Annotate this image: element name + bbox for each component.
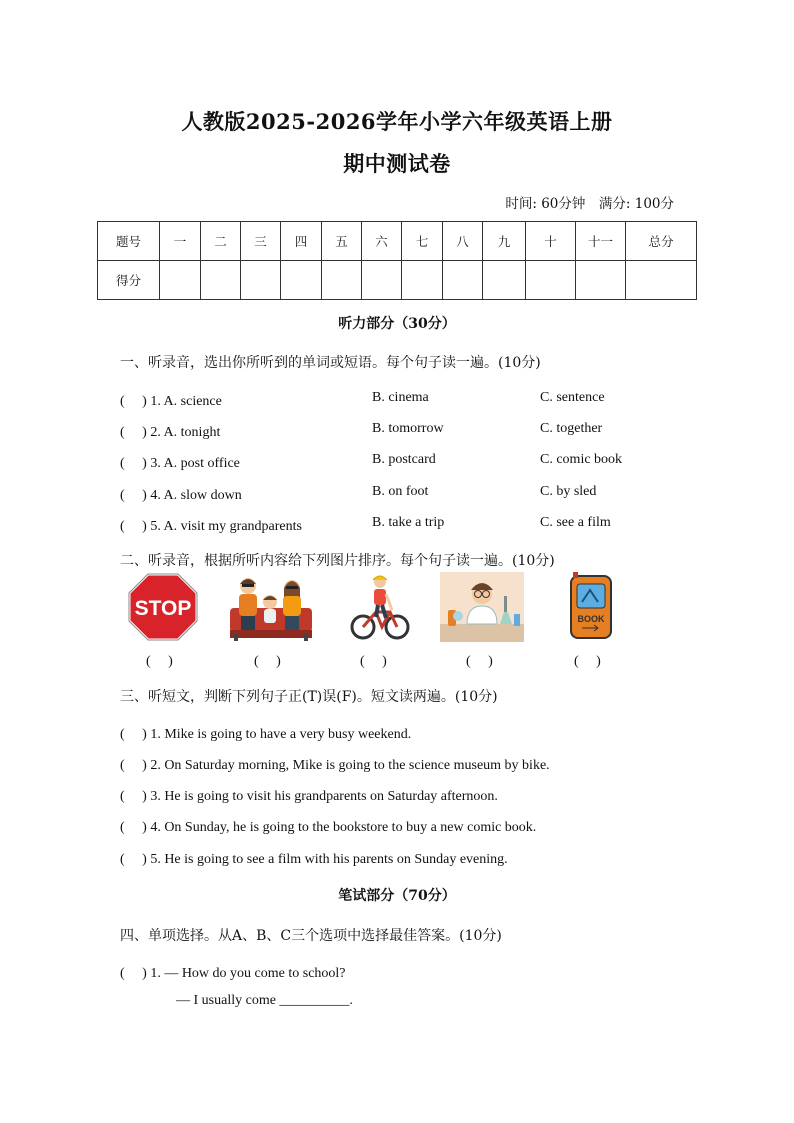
score-table-score-row bbox=[98, 261, 697, 300]
score-blank bbox=[160, 261, 201, 300]
score-blank bbox=[322, 261, 362, 300]
q3-item: ( ) 3. He is going to visit his grandparents on Saturday afternoon. bbox=[120, 789, 498, 804]
cinema-family-image bbox=[228, 572, 314, 642]
score-cell: 四 bbox=[281, 222, 322, 261]
q1-item-c: C. together bbox=[540, 421, 603, 436]
order-bracket: ( ) bbox=[360, 654, 387, 669]
book-text: BOOK bbox=[577, 614, 605, 624]
stop-sign-image bbox=[127, 572, 199, 642]
q1-item-a: ( ) 4. A. slow down bbox=[120, 488, 242, 503]
q1-item bbox=[120, 421, 720, 441]
score-blank bbox=[443, 261, 483, 300]
exam-subtitle: 期中测试卷 bbox=[343, 151, 451, 176]
q3-item: ( ) 2. On Saturday morning, Mike is going to the science museum by bike. bbox=[120, 758, 550, 773]
score-cell: 七 bbox=[402, 222, 443, 261]
q1-item-b: B. on foot bbox=[372, 484, 429, 499]
q1-item-c: C. see a film bbox=[540, 515, 611, 530]
q3-item: ( ) 4. On Sunday, he is going to the bookstore to buy a new comic book. bbox=[120, 820, 537, 835]
q4-item-line2: — I usually come __________. bbox=[176, 993, 353, 1008]
score-cell: 十一 bbox=[576, 222, 626, 261]
written-heading: 笔试部分（70分） bbox=[338, 888, 456, 904]
q1-item-a: ( ) 3. A. post office bbox=[120, 456, 240, 471]
exam-meta: 时间: 60分钟 满分: 100分 bbox=[505, 196, 674, 212]
q1-item-b: B. tomorrow bbox=[372, 421, 444, 436]
q3-item: ( ) 1. Mike is going to have a very busy weekend. bbox=[120, 727, 412, 742]
q1-item-c: C. by sled bbox=[540, 484, 597, 499]
score-blank bbox=[626, 261, 697, 300]
exam-title: 人教版2025-2026学年小学六年级英语上册 bbox=[181, 109, 613, 134]
q1-item-a: ( ) 1. A. science bbox=[120, 394, 222, 409]
score-blank bbox=[241, 261, 281, 300]
q3-item: ( ) 5. He is going to see a film with his parents on Sunday evening. bbox=[120, 852, 508, 867]
order-bracket: ( ) bbox=[466, 654, 493, 669]
score-table-header-row bbox=[98, 222, 697, 261]
score-blank bbox=[362, 261, 402, 300]
score-label: 得分 bbox=[98, 261, 160, 300]
listening-heading: 听力部分（30分） bbox=[338, 316, 456, 332]
score-cell: 九 bbox=[483, 222, 526, 261]
q3-heading: 三、听短文，判断下列句子正(T)误(F)。短文读两遍。(10分) bbox=[120, 689, 498, 705]
q1-item-c: C. comic book bbox=[540, 452, 623, 467]
score-table bbox=[97, 221, 697, 300]
q1-item-a: ( ) 2. A. tonight bbox=[120, 425, 221, 440]
score-cell: 一 bbox=[160, 222, 201, 261]
book-device-image bbox=[568, 572, 614, 642]
q1-item bbox=[120, 484, 720, 504]
score-blank bbox=[576, 261, 626, 300]
q1-heading: 一、听录音，选出你所听到的单词或短语。每个句子读一遍。(10分) bbox=[120, 355, 541, 371]
q1-item bbox=[120, 452, 720, 472]
q4-item-line1: ( ) 1. — How do you come to school? bbox=[120, 966, 346, 981]
order-bracket: ( ) bbox=[254, 654, 281, 669]
score-cell: 十 bbox=[526, 222, 576, 261]
score-blank bbox=[402, 261, 443, 300]
cyclist-image bbox=[350, 572, 410, 642]
order-bracket: ( ) bbox=[574, 654, 601, 669]
score-cell: 五 bbox=[322, 222, 362, 261]
q4-heading: 四、单项选择。从A、B、C三个选项中选择最佳答案。(10分) bbox=[120, 928, 502, 944]
score-cell: 总分 bbox=[626, 222, 697, 261]
score-blank bbox=[201, 261, 241, 300]
score-cell: 题号 bbox=[98, 222, 160, 261]
score-cell: 六 bbox=[362, 222, 402, 261]
q1-item-a: ( ) 5. A. visit my grandparents bbox=[120, 519, 302, 534]
q1-item-b: B. take a trip bbox=[372, 515, 445, 530]
score-cell: 八 bbox=[443, 222, 483, 261]
score-blank bbox=[526, 261, 576, 300]
order-bracket: ( ) bbox=[146, 654, 173, 669]
q1-item-b: B. cinema bbox=[372, 390, 429, 405]
q1-item-b: B. postcard bbox=[372, 452, 436, 467]
scientist-image bbox=[440, 572, 524, 642]
score-blank bbox=[281, 261, 322, 300]
q2-heading: 二、听录音，根据所听内容给下列图片排序。每个句子读一遍。(10分) bbox=[120, 553, 555, 569]
score-cell: 三 bbox=[241, 222, 281, 261]
stop-text: STOP bbox=[134, 597, 192, 620]
score-cell: 二 bbox=[201, 222, 241, 261]
q1-item-c: C. sentence bbox=[540, 390, 605, 405]
q1-item bbox=[120, 515, 720, 535]
q1-item bbox=[120, 390, 720, 410]
score-blank bbox=[483, 261, 526, 300]
